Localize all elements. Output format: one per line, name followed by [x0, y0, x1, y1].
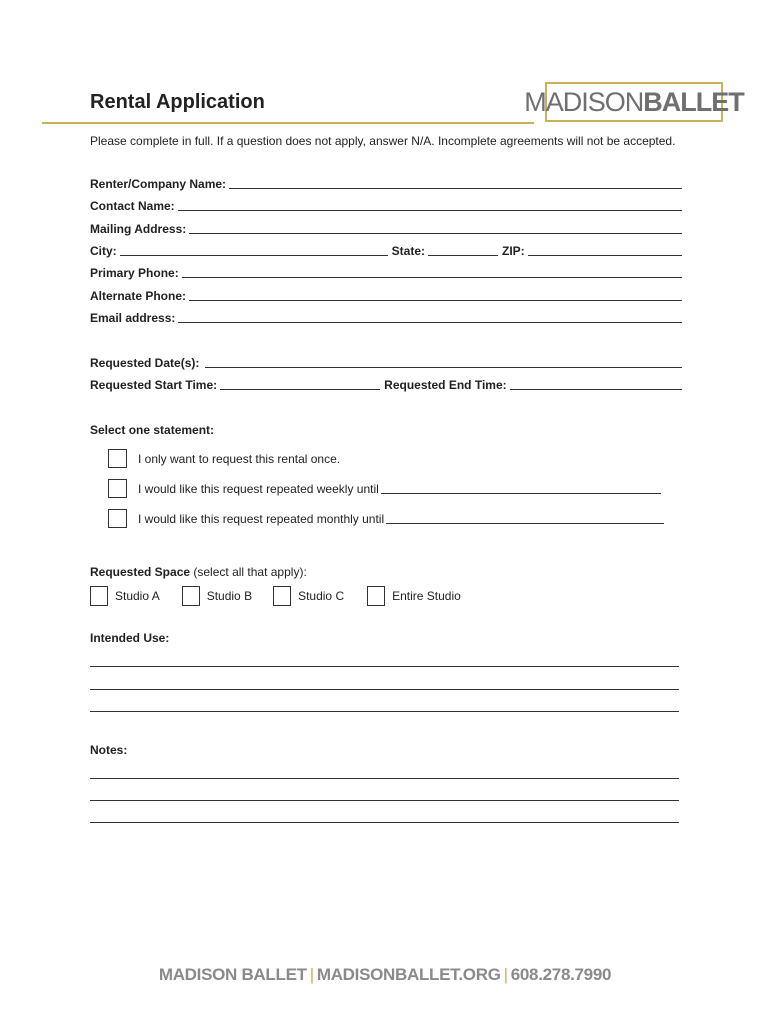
notes-label: Notes: [90, 743, 128, 757]
space-option-studio-b[interactable] [182, 586, 252, 606]
requested-space-options [90, 586, 461, 606]
email-address-field[interactable] [178, 312, 682, 323]
select-statement-label: Select one statement: [90, 423, 215, 437]
renter-company-name-field[interactable] [229, 178, 682, 189]
intended-use-line-3[interactable] [90, 711, 679, 712]
footer-separator-2: | [503, 965, 508, 984]
requested-space-title: Requested Space [90, 565, 191, 579]
footer-org-name: MADISON BALLET [158, 965, 307, 984]
weekly-until-field[interactable] [381, 483, 661, 494]
footer-phone: 608.278.7990 [510, 965, 612, 984]
checkbox-once[interactable] [108, 449, 127, 468]
renter-company-name-label: Renter/Company Name: [90, 177, 227, 191]
footer-separator-1: | [309, 965, 314, 984]
notes-line-2[interactable] [90, 800, 679, 801]
intended-use-line-2[interactable] [90, 689, 679, 690]
mailing-address-row [90, 222, 682, 236]
end-time-label: Requested End Time: [384, 378, 507, 392]
statement-option-monthly-label: I would like this request repeated monthly until [138, 511, 385, 526]
zip-label: ZIP: [502, 244, 525, 258]
studio-a-label: Studio A [115, 589, 160, 603]
title-divider [42, 122, 534, 124]
checkbox-studio-c[interactable] [273, 586, 291, 606]
statement-option-monthly[interactable] [108, 509, 664, 528]
primary-phone-label: Primary Phone: [90, 266, 179, 280]
checkbox-studio-a[interactable] [90, 586, 108, 606]
contact-name-field[interactable] [178, 200, 682, 211]
checkbox-entire-studio[interactable] [367, 586, 385, 606]
start-time-label: Requested Start Time: [90, 378, 218, 392]
requested-space-label [90, 565, 307, 579]
statement-option-once-label: I only want to request this rental once. [138, 451, 341, 466]
studio-b-label: Studio B [206, 589, 253, 603]
renter-company-name-row [90, 177, 682, 191]
start-time-field[interactable] [220, 379, 380, 390]
mailing-address-label: Mailing Address: [90, 222, 187, 236]
notes-line-3[interactable] [90, 822, 679, 823]
city-label: City: [90, 244, 117, 258]
statement-option-once[interactable] [108, 449, 340, 468]
footer-contact [0, 965, 770, 985]
primary-phone-field[interactable] [182, 267, 682, 278]
state-label: State: [391, 244, 426, 258]
requested-dates-field[interactable] [205, 357, 682, 368]
email-address-label: Email address: [90, 311, 176, 325]
page-title: Rental Application [90, 91, 265, 113]
notes-line-1[interactable] [90, 778, 679, 779]
madison-ballet-logo [524, 82, 744, 122]
studio-c-label: Studio C [298, 589, 345, 603]
mailing-address-field[interactable] [189, 223, 682, 234]
city-field[interactable] [120, 245, 388, 256]
intended-use-label: Intended Use: [90, 631, 170, 645]
requested-times-row [90, 378, 682, 392]
primary-phone-row [90, 266, 682, 280]
checkbox-studio-b[interactable] [182, 586, 200, 606]
footer-website: MADISONBALLET.ORG [316, 965, 501, 984]
contact-name-row [90, 199, 682, 213]
requested-space-hint: (select all that apply): [193, 565, 307, 579]
intro-instructions: Please complete in full. If a question does not apply, answer N/A. Incomplete agreements will not be accepted. [90, 134, 676, 148]
alternate-phone-row [90, 289, 682, 303]
monthly-until-field[interactable] [386, 513, 664, 524]
logo-text-ballet: BALLET [643, 86, 744, 117]
contact-name-label: Contact Name: [90, 199, 175, 213]
intended-use-line-1[interactable] [90, 666, 679, 667]
statement-option-weekly[interactable] [108, 479, 661, 498]
alternate-phone-label: Alternate Phone: [90, 289, 187, 303]
zip-field[interactable] [528, 245, 682, 256]
state-field[interactable] [428, 245, 498, 256]
checkbox-monthly[interactable] [108, 509, 127, 528]
space-option-entire-studio[interactable] [367, 586, 461, 606]
space-option-studio-a[interactable] [90, 586, 160, 606]
requested-dates-row [90, 356, 682, 370]
checkbox-weekly[interactable] [108, 479, 127, 498]
city-state-zip-row [90, 244, 682, 258]
statement-option-weekly-label: I would like this request repeated weekly until [138, 481, 379, 496]
alternate-phone-field[interactable] [189, 290, 682, 301]
requested-dates-label: Requested Date(s): [90, 356, 200, 370]
email-address-row [90, 311, 682, 325]
entire-studio-label: Entire Studio [392, 589, 461, 603]
space-option-studio-c[interactable] [273, 586, 344, 606]
end-time-field[interactable] [510, 379, 682, 390]
logo-text-madison: MADISON [524, 86, 644, 117]
